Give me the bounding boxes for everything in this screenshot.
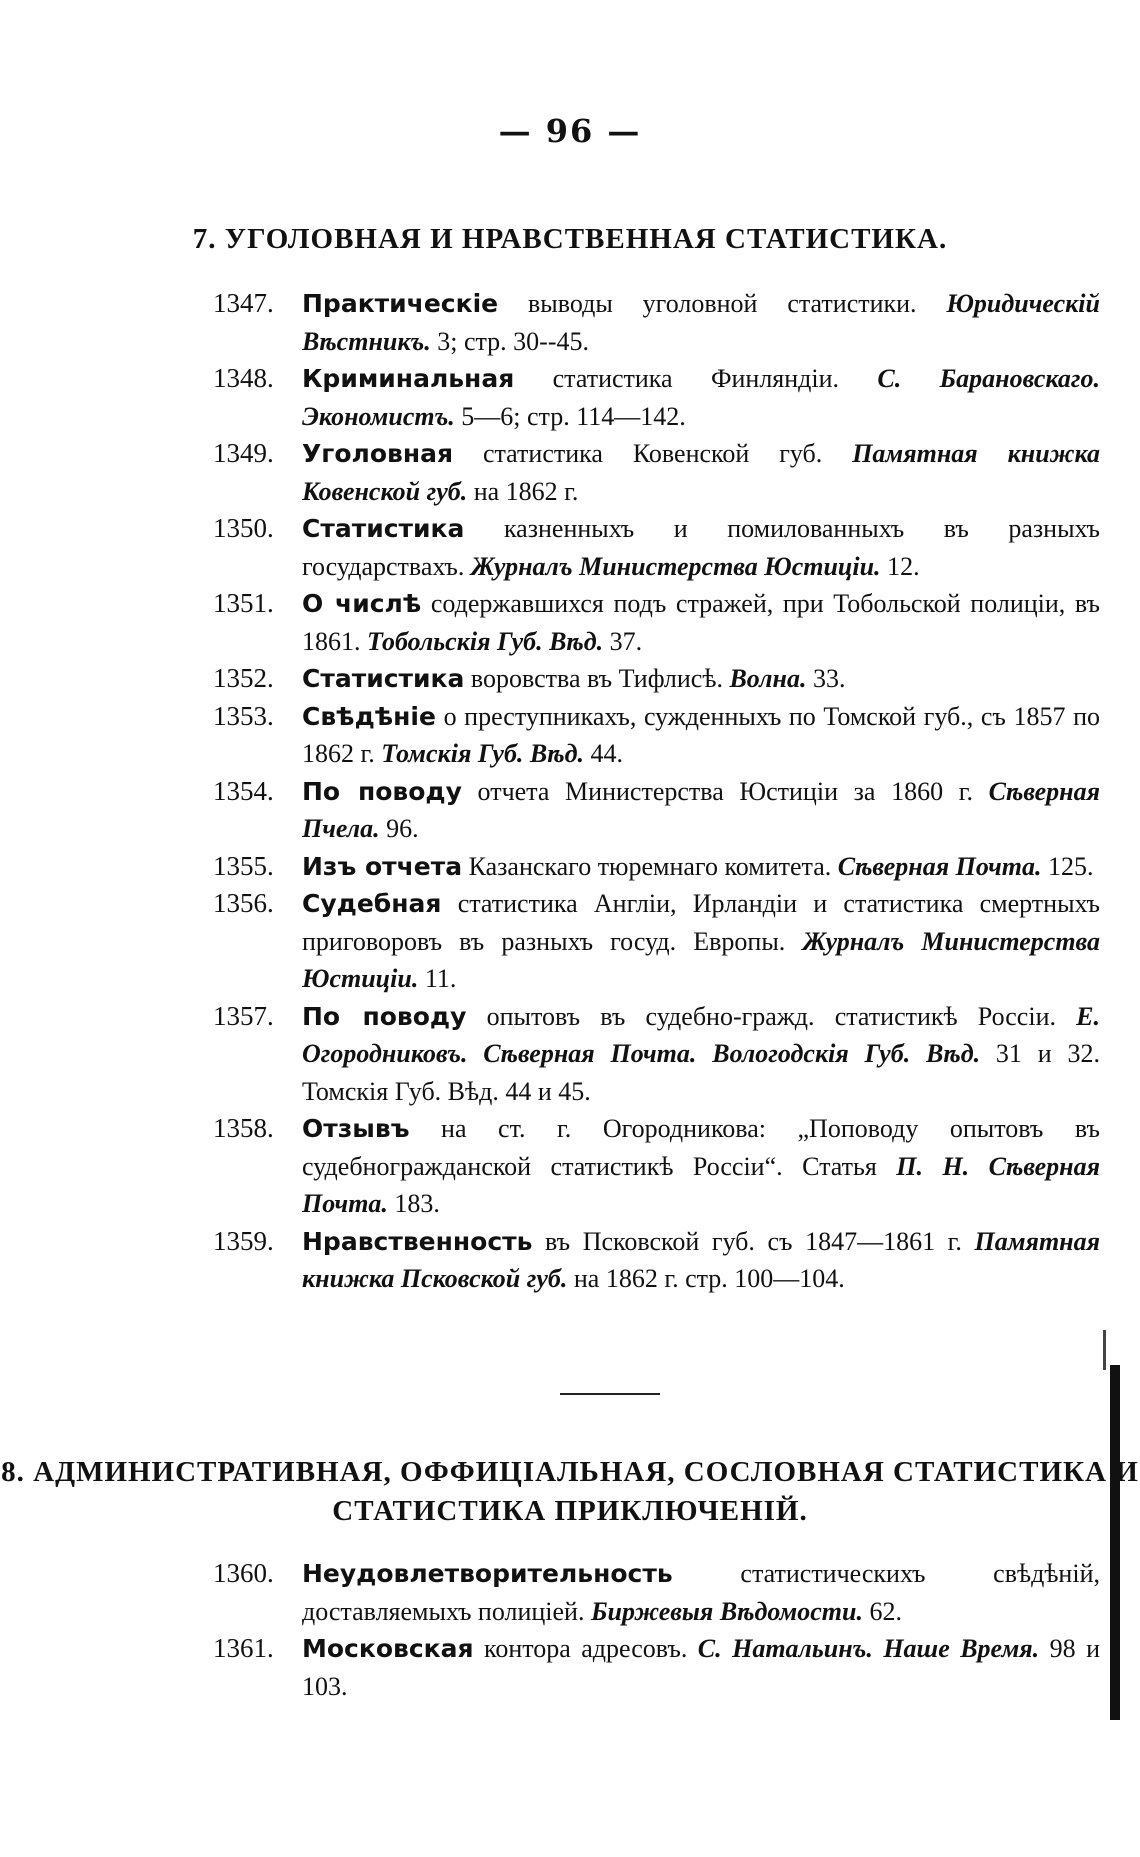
entry-number: 1355. (213, 850, 274, 881)
entry-number: 1348. (213, 363, 274, 393)
entry-text: опытовъ въ судебно-гражд. статистикѣ Россіи. (466, 1001, 1077, 1031)
entry-citation: на 1862 г. стр. 100—104. (567, 1264, 845, 1293)
entry-lead-word: Свѣдѣніе (302, 701, 436, 731)
page-edge-mark (1103, 1330, 1106, 1370)
entry-source: С. Натальинъ. Наше Время. (697, 1634, 1040, 1663)
entry-citation: 44. (584, 739, 624, 768)
bibliography-entry-1352 (0, 660, 1140, 698)
bibliography-entry-1348 (0, 360, 1140, 435)
entry-text: статистическихъ свѣдѣній, доставляемыхъ полиціей. (302, 1559, 1100, 1626)
entry-list-section-8 (0, 1555, 1140, 1705)
entry-number: 1361. (213, 1633, 274, 1663)
entry-citation: 5—6; стр. 114—142. (454, 401, 686, 431)
entry-lead-word: Уголовная (302, 439, 454, 468)
entry-number: 1347. (213, 288, 274, 318)
entry-source: Тобольскія Губ. Вѣд. (367, 626, 604, 656)
bibliography-entry-1356 (0, 885, 1140, 998)
entry-citation: 3; стр. 30--45. (430, 326, 589, 356)
entry-citation: 33. (806, 664, 846, 693)
entry-citation: 12. (880, 551, 920, 581)
entry-text: содержавшихся подъ стражей, при Тобольской полиціи, въ 1861. (302, 589, 1100, 656)
entry-lead-word: Статистика (302, 514, 465, 543)
entry-text: въ Псковской губ. съ 1847—1861 г. (532, 1226, 975, 1256)
entry-number: 1349. (213, 438, 274, 468)
bibliography-entry-1349 (0, 435, 1140, 510)
bibliography-entry-1359 (0, 1223, 1140, 1298)
section-divider (560, 1393, 660, 1395)
entry-lead-word: По поводу (302, 1001, 467, 1031)
section-heading-7: 7. УГОЛОВНАЯ И НРАВСТВЕННАЯ СТАТИСТИКА. (192, 223, 948, 255)
entry-citation: 183. (387, 1189, 440, 1218)
bibliography-entry-1357 (0, 998, 1140, 1111)
bibliography-entry-1350 (0, 510, 1140, 585)
entry-lead-word: Практическіе (302, 289, 499, 318)
bibliography-entry-1347 (0, 285, 1140, 360)
entry-text: Казанскаго тюремнаго комитета. (462, 851, 838, 881)
entry-lead-word: Нравственность (302, 1226, 533, 1256)
entry-citation: 98 и 103. (302, 1634, 1100, 1701)
entry-number: 1352. (213, 663, 274, 693)
bibliography-entry-1360 (0, 1555, 1140, 1630)
bibliography-entry-1353 (0, 698, 1140, 773)
entry-source: С. Барановскаго. Экономистъ. (302, 364, 1101, 431)
entry-source: Памятная книжка Псковской губ. (302, 1226, 1100, 1293)
entry-source: Журналъ Министерства Юстиціи. (470, 551, 881, 581)
entry-citation: 11. (418, 964, 457, 993)
entry-lead-word: Неудовлетворительность (302, 1559, 673, 1588)
entry-citation: 62. (862, 1596, 902, 1626)
entry-citation: 96. (379, 814, 419, 843)
entry-lead-word: По поводу (302, 776, 462, 806)
entry-number: 1360. (213, 1558, 274, 1588)
entry-text: казненныхъ и помилованныхъ въ разныхъ государствахъ. (302, 514, 1100, 581)
entry-citation: 125. (1041, 851, 1094, 881)
entry-text: статистика Ковенской губ. (453, 439, 853, 468)
entry-lead-word: Криминальная (302, 364, 515, 393)
entry-source: Журналъ Министерства Юстиціи. (302, 926, 1100, 993)
entry-text: отчета Министерства Юстиціи за 1860 г. (461, 776, 989, 806)
entry-source: Сѣверная Почта. (837, 851, 1042, 881)
entry-number: 1358. (213, 1113, 274, 1143)
entry-lead-word: Московская (302, 1634, 474, 1663)
entry-text: на ст. г. Огородникова: „Поповоду опытовъ въ судебногражданской статистикѣ Россіи“. Статья (302, 1114, 1100, 1181)
entry-citation: на 1862 г. (467, 476, 579, 506)
entry-source: Памятная книжка Ковенской губ. (302, 439, 1100, 506)
bibliography-entry-1351 (0, 585, 1140, 660)
entry-citation: 31 и 32. Томскія Губ. Вѣд. 44 и 45. (302, 1039, 1101, 1106)
entry-citation: 37. (603, 626, 643, 656)
entry-source: Томскія Губ. Вѣд. (381, 739, 585, 768)
page-number: — 96 — (498, 112, 642, 150)
section-heading-8 (0, 1453, 1140, 1531)
entry-number: 1350. (213, 513, 274, 543)
entry-lead-word: Статистика (302, 664, 465, 693)
entry-number: 1356. (213, 888, 274, 918)
entry-number: 1354. (213, 775, 274, 806)
entry-source: П. Н. Сѣверная Почта. (302, 1151, 1100, 1218)
entry-number: 1351. (213, 588, 274, 618)
section-heading-8-line1: 8. АДМИНИСТРАТИВНАЯ, ОФФИЦІАЛЬНАЯ, СОСЛОВНАЯ СТАТИСТИКА И (1, 1456, 1139, 1488)
bibliography-entry-1354 (0, 773, 1140, 848)
entry-text: воровства въ Тифлисѣ. (464, 664, 730, 693)
entry-source: Сѣверная Пчела. (302, 776, 1100, 843)
entry-number: 1353. (213, 700, 274, 731)
entry-text: статистика Финляндіи. (514, 364, 878, 393)
entry-lead-word: Судебная (302, 889, 442, 918)
bibliography-entry-1355 (0, 848, 1140, 886)
bibliography-entry-1361 (0, 1630, 1140, 1705)
entry-text: статистика Англіи, Ирландіи и статистика смертныхъ приговоровъ въ разныхъ госуд. Европы. (302, 889, 1100, 956)
entry-text: контора адресовъ. (473, 1634, 698, 1663)
entry-lead-word: О числѣ (302, 589, 422, 618)
entry-list-section-7 (0, 285, 1140, 1298)
entry-number: 1359. (213, 1225, 274, 1256)
entry-number: 1357. (213, 1000, 274, 1031)
entry-lead-word: Изъ отчета (302, 851, 463, 881)
entry-text: о преступникахъ, сужденныхъ по Томской губ., съ 1857 по 1862 г. (302, 701, 1100, 768)
entry-source: Биржевыя Вѣдомости. (590, 1596, 863, 1626)
bibliography-entry-1358 (0, 1110, 1140, 1223)
entry-source: Е. Огородниковъ. Сѣверная Почта. Вологодскія Губ. Вѣд. (302, 1001, 1101, 1068)
entry-lead-word: Отзывъ (302, 1114, 410, 1143)
entry-text: выводы уголовной статистики. (498, 289, 947, 318)
entry-source: Юридическій Вѣстникъ. (302, 289, 1100, 356)
section-heading-8-line2: СТАТИСТИКА ПРИКЛЮЧЕНІЙ. (332, 1495, 808, 1528)
entry-source: Волна. (729, 664, 807, 693)
